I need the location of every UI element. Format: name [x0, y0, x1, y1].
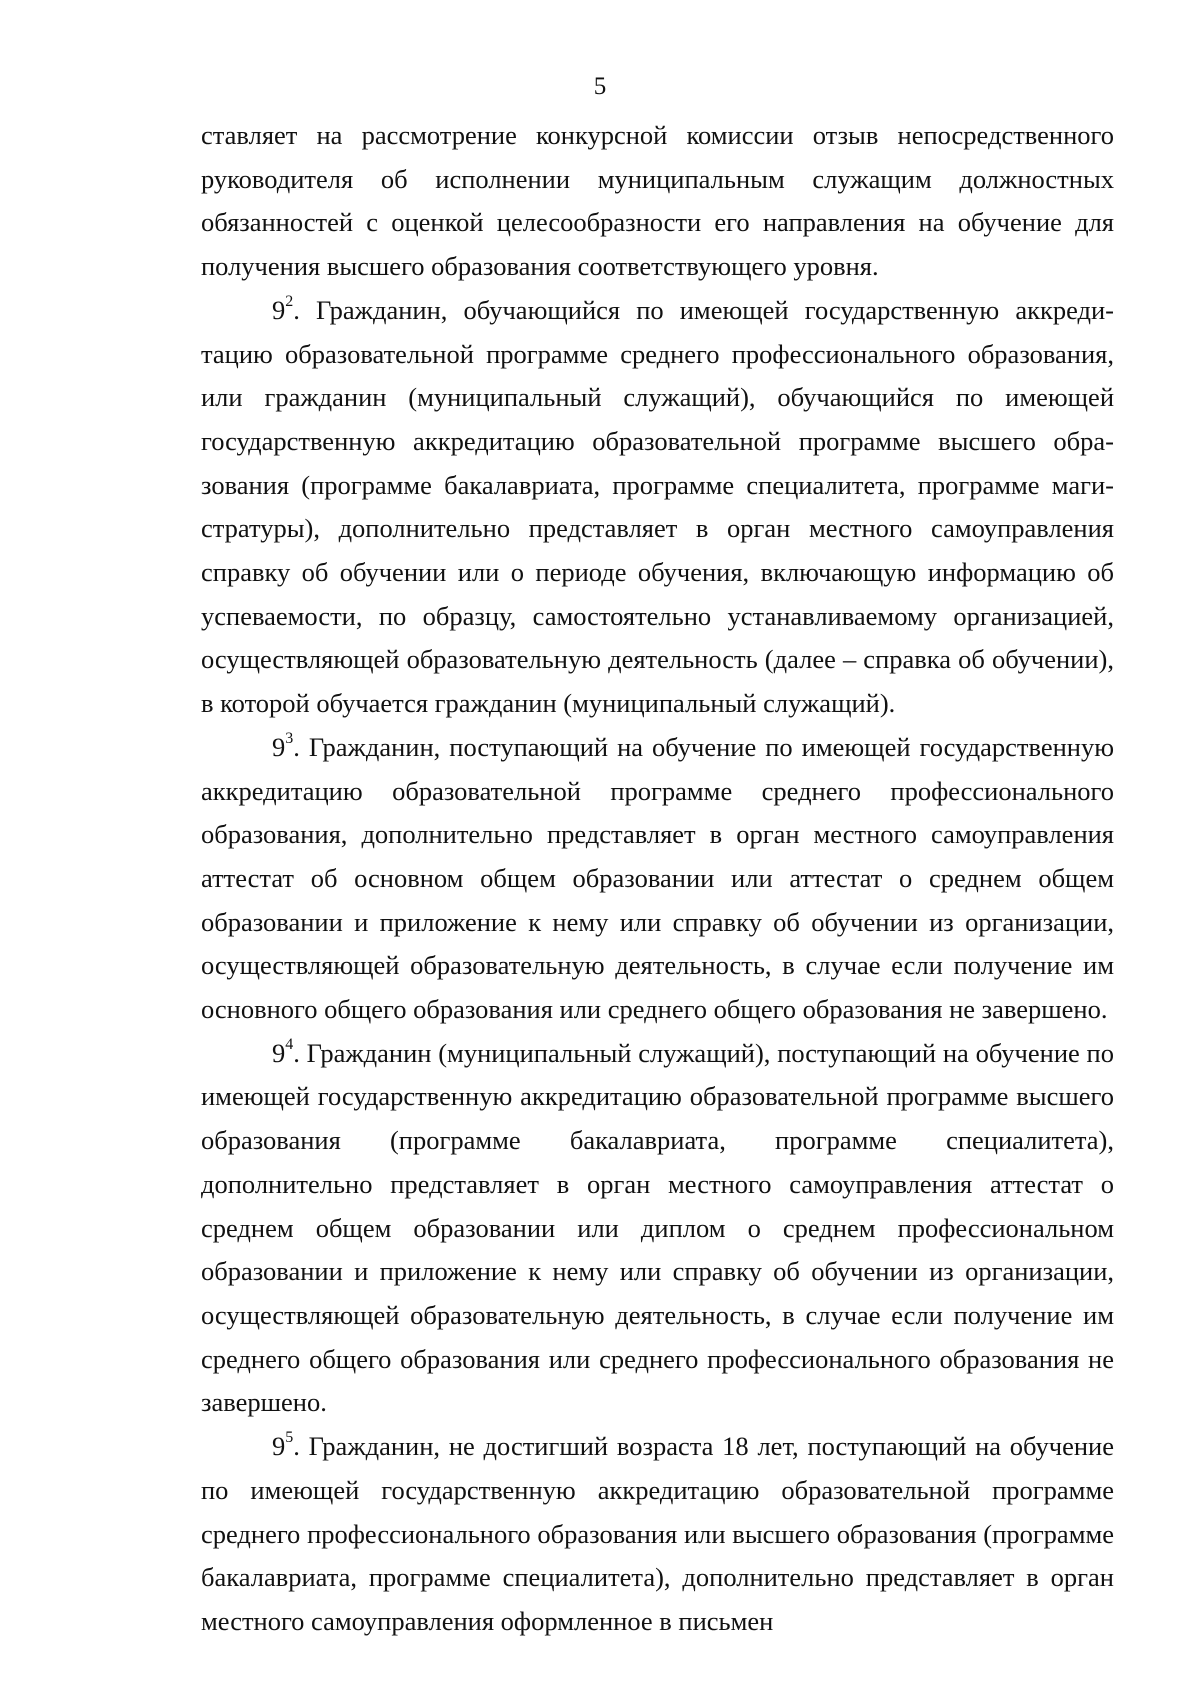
- paragraph-text: . Гражданин, поступающий на обучение по имеющей государственную аккредитацию образовательной программе среднего профессионального образования, дополнительно представляет в орган местного самоуправления аттестат об основном общем образовании или аттестат о среднем общем образовании и приложение к нему или справку об обучении из организации, осуществляющей образовательную деятельность, в случае если получение им основного общего образования или среднего общего образования не завершено.: [201, 731, 1114, 1025]
- paragraph-superscript: 3: [285, 730, 294, 748]
- page-number: 5: [593, 73, 607, 100]
- paragraph-text: . Гражданин (муниципальный служащий), поступающий на обучение по имеющей государственную аккредитацию образовательной программе высшего образования (программе бакалавриата, программе специалитета), дополнительно представляет в орган местного самоуправления аттестат о среднем общем образовании или диплом о среднем профессиональном образовании и приложение к нему или справку об обучении из организации, осуществляющей образовательную деятельность, в случае если получение им среднего общего образования или среднего профессионального образования не завершено.: [201, 1037, 1114, 1418]
- paragraph-superscript: 5: [285, 1429, 294, 1447]
- paragraph-9-4: [201, 1032, 1114, 1425]
- paragraph-marker: 9: [272, 731, 286, 762]
- paragraph-9-3: [201, 726, 1114, 1032]
- paragraph-text: . Гражданин, обучающийся по имеющей государственную аккредитацию образовательной программе среднего профессионального образования, или гражданин (муниципальный служащий), обучающийся по имеющей государственную аккредитацию образовательной программе высшего образования (программе бакалавриата, программе специалитета, программе магистратуры), дополнительно представляет в орган местного самоуправления справку об обучении или о периоде обучения, включающую информацию об успеваемости, по образцу, самостоятельно устанавливаемому организацией, осуществляющей образовательную деятельность (далее – справка об обучении), в которой обучается гражданин (муниципальный служащий).: [201, 294, 1114, 719]
- paragraph-text: . Гражданин, не достигший возраста 18 лет, поступающий на обучение по имеющей государственную аккредитацию образовательной программе среднего профессионального образования или высшего образования (программе бакалавриата, программе специалитета), дополнительно представляет в орган местного самоуправления оформленное в письмен: [201, 1431, 1114, 1636]
- paragraph-superscript: 4: [285, 1035, 294, 1053]
- paragraph-continuation: [201, 114, 1114, 289]
- paragraph-superscript: 2: [285, 292, 294, 310]
- paragraph-marker: 9: [272, 1037, 286, 1068]
- paragraph-marker: 9: [272, 1431, 286, 1462]
- paragraph-text: ставляет на рассмотрение конкурсной комиссии отзыв непосредственного руководителя об исполнении муниципальным служащим должностных обязанностей с оценкой целесообразности его направления на обучение для получения высшего образования соответствующего уровня.: [201, 120, 1114, 282]
- document-body: [201, 114, 1114, 1644]
- paragraph-marker: 9: [272, 294, 286, 325]
- paragraph-9-5: [201, 1425, 1114, 1644]
- paragraph-9-2: [201, 289, 1114, 726]
